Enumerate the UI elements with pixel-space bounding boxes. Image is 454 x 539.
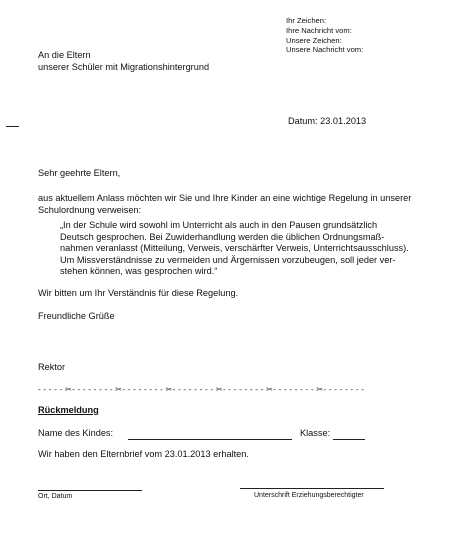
intro-line-2: Schulordnung verweisen: bbox=[38, 205, 142, 215]
ref-ihr-zeichen: Ihr Zeichen: bbox=[286, 16, 327, 25]
child-name-field[interactable] bbox=[128, 439, 292, 440]
letter-date: Datum: 23.01.2013 bbox=[288, 116, 367, 126]
request-text: Wir bitten um Ihr Verständnis für diese Regelung. bbox=[38, 288, 239, 298]
cut-line: - - - - - ✂- - - - - - - - ✂- - - - - - - - ✂- - - - - - - - ✂- - - - - - - - ✂- - - - - - - - ✂- - - - - - - - bbox=[38, 385, 365, 394]
quote-line-2: Deutsch gesprochen. Bei Zuwiderhandlung werden die üblichen Ordnungsmaß- bbox=[60, 231, 385, 242]
closing-text: Freundliche Grüße bbox=[38, 311, 115, 321]
recipient-line-2: unserer Schüler mit Migrationshintergrund bbox=[38, 62, 210, 72]
confirmation-text: Wir haben den Elternbrief vom 23.01.2013 erhalten. bbox=[38, 449, 249, 459]
school-rule-quote bbox=[60, 220, 430, 278]
quote-line-3: nahmen veranlasst (Mitteilung, Verweis, verschärfter Verweis, Unterrichtsausschluss). bbox=[60, 243, 409, 253]
child-name-label: Name des Kindes: bbox=[38, 428, 114, 438]
signature-field[interactable] bbox=[240, 488, 384, 489]
place-date-label: Ort, Datum bbox=[38, 493, 73, 500]
place-date-field[interactable] bbox=[38, 490, 142, 491]
reply-heading: Rückmeldung bbox=[38, 405, 99, 415]
ref-unsere-nachricht: Unsere Nachricht vom: bbox=[286, 45, 364, 54]
quote-line-1: „In der Schule wird sowohl im Unterricht als auch in den Pausen grundsätzlich bbox=[60, 220, 378, 230]
signature-label: Unterschrift Erziehungsberechtigter bbox=[254, 492, 364, 499]
intro-line-1: aus aktuellem Anlass möchten wir Sie und Ihre Kinder an eine wichtige Regelung in unserer bbox=[38, 193, 412, 203]
quote-line-5: stehen können, was gesprochen wird.“ bbox=[60, 266, 218, 276]
fold-mark bbox=[6, 126, 19, 127]
recipient-line-1: An die Eltern bbox=[38, 50, 91, 60]
ref-unsere-zeichen: Unsere Zeichen: bbox=[286, 36, 342, 45]
salutation: Sehr geehrte Eltern, bbox=[38, 168, 121, 178]
signature-title: Rektor bbox=[38, 362, 66, 372]
class-field[interactable] bbox=[333, 439, 365, 440]
class-label: Klasse: bbox=[300, 428, 331, 438]
quote-line-4: Um Missverständnisse zu vermeiden und Ärgernissen vorzubeugen, soll jeder ver- bbox=[60, 254, 396, 265]
ref-ihre-nachricht: Ihre Nachricht vom: bbox=[286, 26, 352, 35]
